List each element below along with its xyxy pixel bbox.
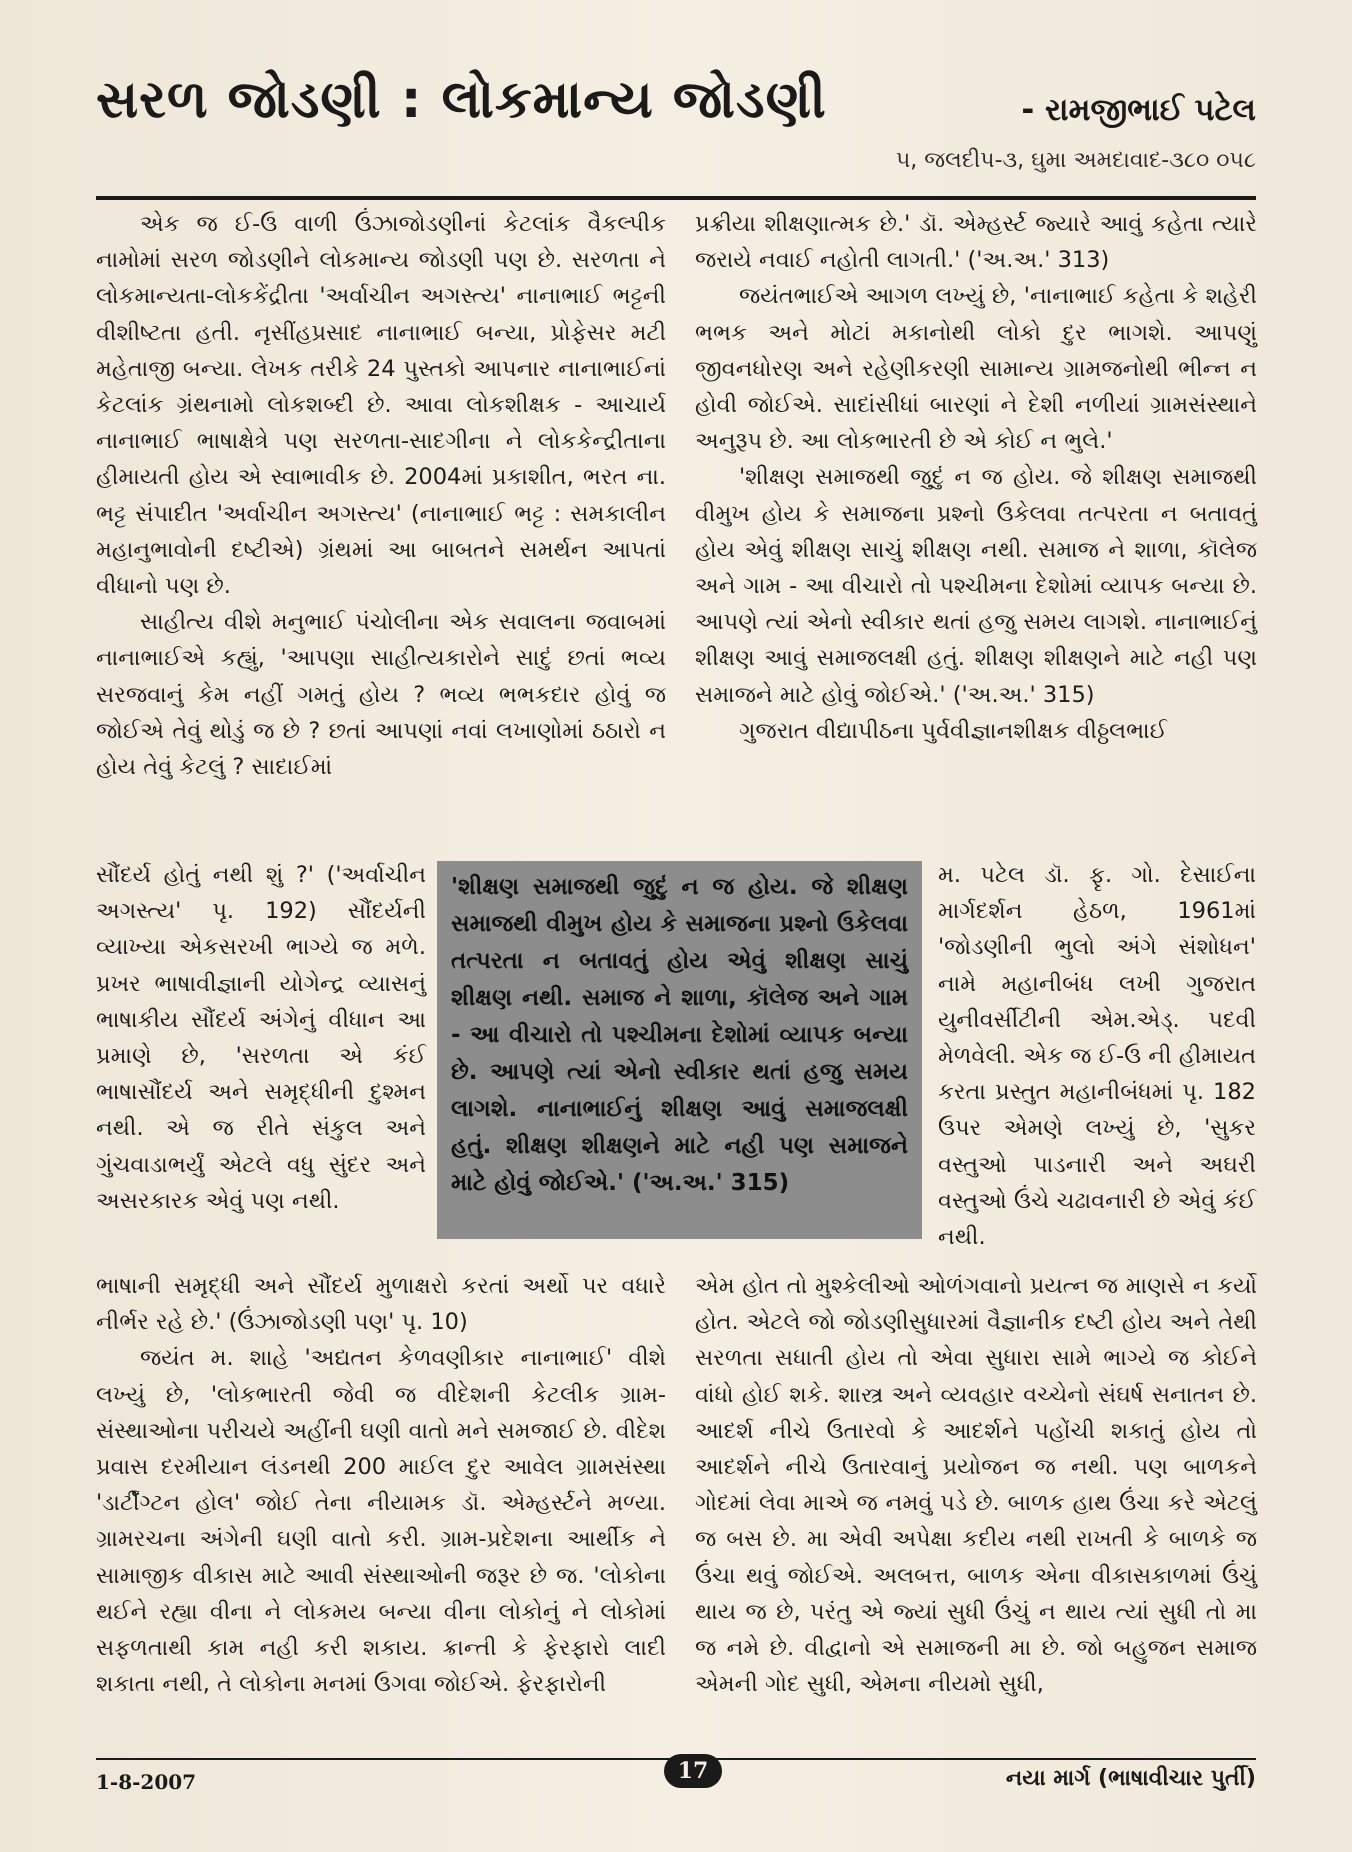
right-column-top [695,206,1257,749]
paragraph: જયંતભાઈએ આગળ લખ્યું છે, 'નાનાભાઈ કહેતા કે શહેરી ભભક અને મોટાં મકાનોથી લોકો દુર ભાગશે. આપણું જીવનધોરણ અને રહેણીકરણી સામાન્ય ગ્રામજનોથી ભીન્ન ન હોવી જોઈએ. સાદાંસીધાં બારણાં ને દેશી નળીયાં ગ્રામસંસ્થાને અનુરૂપ છે. આ લોકભારતી છે એ કોઈ ન ભુલે.' [695,283,1257,455]
right-column-bottom [695,1268,1257,1702]
paragraph: 'શીક્ષણ સમાજથી જુદું ન જ હોય. જે શીક્ષણ સમાજથી વીમુખ હોય કે સમાજના પ્રશ્નો ઉકેલવા તત્પરતા ન બતાવતું હોય એવું શીક્ષણ સાચું શીક્ષણ નથી. સમાજ ને શાળા, કૉલેજ અને ગામ - આ વીચારો તો પશ્ચીમના દેશોમાં વ્યાપક બન્યા છે. આપણે ત્યાં એનો સ્વીકાર થતાં હજુ સમય લાગશે. નાનાભાઈનું શીક્ષણ આવું સમાજલક્ષી હતું. શીક્ષણ શીક્ષણને માટે નહી પણ સમાજને માટે હોવું જોઈએ.' ('અ.અ.' 315) [695,464,1257,708]
paragraph: મ. પટેલ ડૉ. ફૃ. ગો. દેસાઈના માર્ગદર્શન હેઠળ, 1961માં 'જોડણીની ભુલો અંગે સંશોધન' નામે મહાનીબંધ લખી ગુજરાત યુનીવર્સીટીની એમ.એડ્. પદવી મેળવેલી. એક જ ઈ-ઉ ની હીમાયત કરતા પ્રસ્તુત મહાનીબંધમાં પૃ. 182 ઉપર એમણે લખ્યું છે, 'સુકર વસ્તુઓ પાડનારી અને અઘરી વસ્તુઓ ઉંચે ચઢાવનારી છે એવું કંઈ નથી. [938,862,1256,1251]
article-title: સરળ જોડણી : લોકમાન્ય જોડણી [96,70,827,130]
paragraph: ગુજરાત વીદ્યાપીઠના પુર્વવીજ્ઞાનશીક્ષક વીઠ્ઠલભાઈ [739,717,1168,744]
publication-name: નયા માર્ગ (ભાષાવીચાર પુર્તી) [1005,1766,1256,1791]
paragraph: જયંત મ. શાહે 'અદ્યતન કેળવણીકાર નાનાભાઈ' વીશે લખ્યું છે, 'લોકભારતી જેવી જ વીદેશની કેટલીક ગ્રામ-સંસ્થાઓના પરીચયે અહીંની ઘણી વાતો મને સમજાઈ છે. વીદેશ પ્રવાસ દરમીયાન લંડનથી 200 માઈલ દુર આવેલ ગ્રામસંસ્થા 'ડાર્ટીંગ્ટન હોલ' જોઈ તેના નીયામક ડૉ. એમ્હર્સ્ટને મળ્યા. ગ્રામરચના અંગેની ઘણી વાતો કરી. ગ્રામ-પ્રદેશના આર્થીક ને સામાજીક વીકાસ માટે આવી સંસ્થાઓની જરૂર છે જ. 'લોકોના થઈને રહ્યા વીના ને લોકમય બન્યા વીના લોકોનું ને લોકોમાં સફળતાથી કામ નહી કરી શકાય. ક્રાન્તી કે ફેરફારો લાદી શકાતા નથી, તે લોકોના મનમાં ઉગવા જોઈએ. ફેરફારોની [96,1345,666,1698]
text-beside-pullquote-left [96,857,426,1219]
pullquote-box: 'શીક્ષણ સમાજથી જુદું ન જ હોય. જે શીક્ષણ સમાજથી વીમુખ હોય કે સમાજના પ્રશ્નો ઉકેલવા તત્પરતા ન બતાવતું હોય એવું શીક્ષણ સાચું શીક્ષણ નથી. સમાજ ને શાળા, કૉલેજ અને ગામ - આ વીચારો તો પશ્ચીમના દેશોમાં વ્યાપક બન્યા છે. આપણે ત્યાં એનો સ્વીકાર થતાં હજુ સમય લાગશે. નાનાભાઈનું શીક્ષણ આવું સમાજલક્ષી હતું. શીક્ષણ શીક્ષણને માટે નહી પણ સમાજને માટે હોવું જોઈએ.' ('અ.અ.' 315) [437,861,922,1239]
author-address: ૫, જલદીપ-૩, ઘુમા અમદાવાદ-૩૮૦ ૦૫૮ [895,148,1256,173]
paragraph: સૌંદર્ય હોતું નથી શું ?' ('અર્વાચીન અગસ્ત્ય' પૃ. 192) સૌંદર્યની વ્યાખ્યા એકસરખી ભાગ્યે જ મળે. પ્રખર ભાષાવીજ્ઞાની યોગેન્દ્ર વ્યાસનું ભાષાકીય સૌંદર્ય અંગેનું વીધાન આ પ્રમાણે છે, 'સરળતા એ કંઈ ભાષાસૌંદર્ય અને સમૃદ્ધીની દુશ્મન નથી. એ જ રીતે સંકુલ અને ગુંચવાડાભર્યું એટલે વધુ સુંદર અને અસરકારક એવું પણ નથી. [96,862,426,1214]
page-footer [96,1758,1256,1798]
article-header [96,62,1256,182]
paragraph: સાહીત્ય વીશે મનુભાઈ પંચોલીના એક સવાલના જવાબમાં નાનાભાઈએ કહ્યું, 'આપણા સાહીત્યકારોને સાદું છતાં ભવ્ય સરજવાનું કેમ નહીં ગમતું હોય ? ભવ્ય ભભકદાર હોવું જ જોઈએ તેવું થોડું જ છે ? છતાં આપણાં નવાં લખાણોમાં ઠઠારો ન હોય તેવું કેટલું ? સાદાઈમાં [96,609,666,781]
paragraph: ભાષાની સમૃદ્ધી અને સૌંદર્ય મુળાક્ષરો કરતાં અર્થો પર વધારે નીર્ભર રહે છે.' (ઉંઝાજોડણી પણ' પૃ. 10) [96,1273,666,1336]
paragraph: એક જ ઈ-ઉ વાળી ઉંઝાજોડણીનાં કેટલાંક વૈકલ્પીક નામોમાં સરળ જોડણીને લોકમાન્ય જોડણી પણ છે. સરળતા ને લોકમાન્યતા-લોકકેંદ્રીતા 'અર્વાચીન અગસ્ત્ય' નાનાભાઈ ભટ્ટની વીશીષ્ટતા હતી. નૃસીંહપ્રસાદ નાનાભાઈ બન્યા, પ્રોફેસર મટી મહેતાજી બન્યા. લેખક તરીકે 24 પુસ્તકો આપનાર નાનાભાઈનાં કેટલાંક ગ્રંથનામો લોકશબ્દી છે. આવા લોકશીક્ષક - આચાર્ય નાનાભાઈ ભાષાક્ષેત્રે પણ સરળતા-સાદગીના ને લોકકેન્દ્રીતાના હીમાયતી હોય એ સ્વાભાવીક છે. 2004માં પ્રકાશીત, ભરત ના. ભટ્ટ સંપાદીત 'અર્વાચીન અગસ્ત્ય' (નાનાભાઈ ભટ્ટ : સમકાલીન મહાનુભાવોની દષ્ટીએ) ગ્રંથમાં આ બાબતને સમર્થન આપતાં વીધાનો પણ છે. [96,211,666,600]
issue-date: 1-8-2007 [96,1770,197,1794]
left-column-top [96,206,666,785]
page-number: 17 [664,1754,722,1788]
paragraph: પ્રક્રીયા શીક્ષણાત્મક છે.' ડૉ. એમ્હર્સ્ટ જ્યારે આવું કહેતા ત્યારે જરાયે નવાઈ નહોતી લાગતી.' ('અ.અ.' 313) [695,211,1257,274]
article-author: - રામજીભાઈ પટેલ [1021,92,1256,128]
left-column-bottom [96,1268,666,1702]
pullquote-section [96,857,1256,1257]
paragraph: એમ હોત તો મુશ્કેલીઓ ઓળંગવાનો પ્રયત્ન જ માણસે ન કર્યો હોત. એટલે જો જોડણીસુધારમાં વૈજ્ઞાનીક દષ્ટી હોય અને તેથી સરળતા સધાતી હોય તો એવા સુધારા સામે ભાગ્યે જ કોઈને વાંધો હોઈ શકે. શાસ્ત્ર અને વ્યવહાર વચ્ચેનો સંઘર્ષ સનાતન છે. આદર્શ નીચે ઉતારવો કે આદર્શને પહોંચી શકાતું હોય તો આદર્શને નીચે ઉતારવાનું પ્રયોજન જ નથી. પણ બાળકને ગોદમાં લેવા માએ જ નમવું પડે છે. બાળક હાથ ઉંચા કરે એટલું જ બસ છે. મા એવી અપેક્ષા કદીય નથી રાખતી કે બાળકે જ ઉંચા થવું જોઈએ. અલબત્ત, બાળક એના વીકાસકાળમાં ઉંચું થાય જ છે, પરંતુ એ જ્યાં સુધી ઉંચું ન થાય ત્યાં સુધી તો મા જ નમે છે. વીદ્વાનો એ સમાજની મા છે. જો બહુજન સમાજ એમની ગોદ સુધી, એમના નીયમો સુધી, [695,1273,1257,1698]
text-beside-pullquote-right [938,857,1256,1255]
header-rule [96,196,1256,200]
